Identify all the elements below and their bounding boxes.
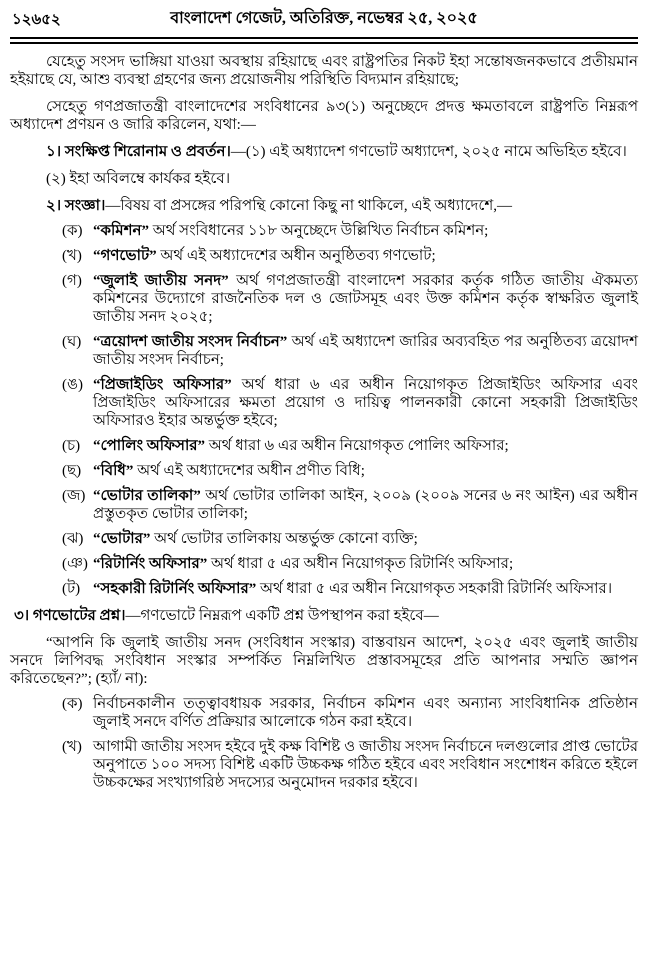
definition-text: অর্থ এই অধ্যাদেশ জারির অব্যবহিত পর অনুষ্ঠিতব্য ত্রয়োদশ জাতীয় সংসদ নির্বাচন; [93,334,638,368]
definition-text: অর্থ ধারা ৫ এর অধীন নিয়োগকৃত রিটার্নিং অফিসার; [207,556,514,572]
defined-term: “ভোটার তালিকা” [93,488,201,504]
definition-item-7 [10,462,638,480]
section-3-intro [10,607,638,625]
definition-item-2 [10,247,638,265]
section-1-clause-1 [10,143,638,161]
proposal-item-2 [10,738,638,792]
referendum-question: “আপনি কি জুলাই জাতীয় সনদ (সংবিধান সংস্কার) বাস্তবায়ন আদেশ, ২০২৫ এবং জুলাই জাতীয় সনদে লিপিবদ্ধ সংবিধান সংস্কার সম্পর্কিত নিম্নলিখিত প্রস্তাবসমূহের প্রতি আপনার সম্মতি জ্ঞাপন করিতেছেন?”; (হ্যাঁ/ না): [10,635,638,687]
item-label: (খ) [62,248,82,264]
definition-item-5 [10,376,638,430]
defined-term: “সহকারী রিটার্নিং অফিসার” [93,581,257,597]
defined-term: “ভোটার” [93,531,151,547]
section-1-clause-1-text: —(১) এই অধ্যাদেশ গণভোট অধ্যাদেশ, ২০২৫ নামে অভিহিত হইবে। [230,144,627,160]
definition-item-3 [10,272,638,326]
preamble-therefore: সেহেতু গণপ্রজাতন্ত্রী বাংলাদেশের সংবিধানের ৯৩(১) অনুচ্ছেদে প্রদত্ত ক্ষমতাবলে রাষ্ট্রপতি নিম্নরূপ অধ্যাদেশ প্রণয়ন ও জারি করিলেন, যথা:— [10,99,638,133]
definition-text: অর্থ ধারা ৬ এর অধীন নিয়োগকৃত প্রিজাইডিং অফিসার এবং প্রিজাইডিং অফিসারের ক্ষমতা প্রয়োগ ও দায়িত্ব পালনকারী কোনো সহকারী প্রিজাইডিং অফিসারও ইহার অন্তর্ভুক্ত হইবে; [93,377,638,429]
definition-item-9 [10,530,638,548]
defined-term: “ত্রয়োদশ জাতীয় সংসদ নির্বাচন” [93,334,288,350]
definition-item-10 [10,555,638,573]
defined-term: “প্রিজাইডিং অফিসার” [93,377,232,393]
defined-term: “জুলাই জাতীয় সনদ” [93,273,229,289]
definition-text: অর্থ ভোটার তালিকায় অন্তর্ভুক্ত কোনো ব্যক্তি; [150,531,418,547]
item-label: (ছ) [62,463,82,479]
section-3-intro-text: —গণভোটে নিম্নরূপ একটি প্রশ্ন উপস্থাপন করা হইবে— [125,608,439,624]
definition-text: অর্থ এই অধ্যাদেশের অধীন প্রণীত বিধি; [133,463,365,479]
definition-text: অর্থ এই অধ্যাদেশের অধীন অনুষ্ঠিতব্য গণভোট; [156,248,436,264]
page-header [10,8,638,34]
definition-text: অর্থ গণপ্রজাতন্ত্রী বাংলাদেশ সরকার কর্তৃক গঠিত জাতীয় ঐকমত্য কমিশনের উদ্যোগে রাজনৈতিক দল ও জোটসমূহ এবং উক্ত কমিশন কর্তৃক স্বাক্ষরিত জুলাই জাতীয় সনদ ২০২৫; [93,273,638,325]
preamble-whereas: যেহেতু সংসদ ভাঙ্গিয়া যাওয়া অবস্থায় রহিয়াছে এবং রাষ্ট্রপতির নিকট ইহা সন্তোষজনকভাবে প্রতীয়মান হইয়াছে যে, আশু ব্যবস্থা গ্রহণের জন্য প্রয়োজনীয় পরিস্থিতি বিদ্যমান রহিয়াছে; [10,54,639,88]
item-label: (জ) [62,488,86,504]
section-1-clause-2: (২) ইহা অবিলম্বে কার্যকর হইবে। [46,171,231,187]
item-label: (ঝ) [62,531,84,547]
item-label: (ঞ) [62,556,88,572]
defined-term: “রিটার্নিং অফিসার” [93,556,208,572]
definition-text: অর্থ ধারা ৬ এর অধীন নিয়োগকৃত পোলিং অফিসার; [205,438,509,454]
definition-text: অর্থ ধারা ৫ এর অধীন নিয়োগকৃত সহকারী রিটার্নিং অফিসার। [256,581,613,597]
header-divider-double-rule [10,37,638,44]
item-label: (ঘ) [62,334,82,350]
section-3-heading: ৩। গণভোটের প্রশ্ন। [14,608,126,624]
item-label: (ট) [62,581,81,597]
gazette-title: বাংলাদেশ গেজেট, অতিরিক্ত, নভেম্বর ২৫, ২০২৫ [170,10,478,27]
definition-text: অর্থ ভোটার তালিকা আইন, ২০০৯ (২০০৯ সনের ৬ নং আইন) এর অধীন প্রস্তুতকৃত ভোটার তালিকা; [93,488,639,522]
definition-item-6 [10,437,638,455]
section-2-intro [10,197,638,215]
defined-term: “বিধি” [93,463,134,479]
section-2-intro-text: —বিষয় বা প্রসঙ্গের পরিপন্থি কোনো কিছু না থাকিলে, এই অধ্যাদেশে,— [105,198,513,214]
section-1-heading: ১। সংক্ষিপ্ত শিরোনাম ও প্রবর্তন। [46,144,231,160]
proposal-text: নির্বাচনকালীন তত্ত্বাবধায়ক সরকার, নির্বাচন কমিশন এবং অন্যান্য সাংবিধানিক প্রতিষ্ঠান জুলাই সনদে বর্ণিত প্রক্রিয়ার আলোকে গঠন করা হইবে। [93,696,638,730]
defined-term: “কমিশন” [93,223,149,239]
definition-item-4 [10,333,638,369]
defined-term: “পোলিং অফিসার” [93,438,206,454]
item-label: (ক) [62,696,83,712]
proposal-text: আগামী জাতীয় সংসদ হইবে দুই কক্ষ বিশিষ্ট ও জাতীয় সংসদ নির্বাচনে দলগুলোর প্রাপ্ত ভোটের অনুপাতে ১০০ সদস্য বিশিষ্ট একটি উচ্চকক্ষ গঠিত হইবে এবং সংবিধান সংশোধন করিতে হইলে উচ্চকক্ষের সংখ্যাগরিষ্ঠ সদস্যের অনুমোদন দরকার হইবে। [93,739,638,791]
definition-item-8 [10,487,638,523]
definition-text: অর্থ সংবিধানের ১১৮ অনুচ্ছেদে উল্লিখিত নির্বাচন কমিশন; [148,223,489,239]
item-label: (ক) [62,223,83,239]
item-label: (চ) [62,438,81,454]
item-label: (খ) [62,739,82,755]
defined-term: “গণভোট” [93,248,157,264]
definition-item-1 [10,222,638,240]
page-number: ১২৬৫২ [12,12,61,28]
item-label: (ঙ) [62,377,83,393]
definition-item-11 [10,580,638,598]
proposal-item-1 [10,695,638,731]
item-label: (গ) [62,273,82,289]
section-2-heading: ২। সংজ্ঞা। [46,198,106,214]
